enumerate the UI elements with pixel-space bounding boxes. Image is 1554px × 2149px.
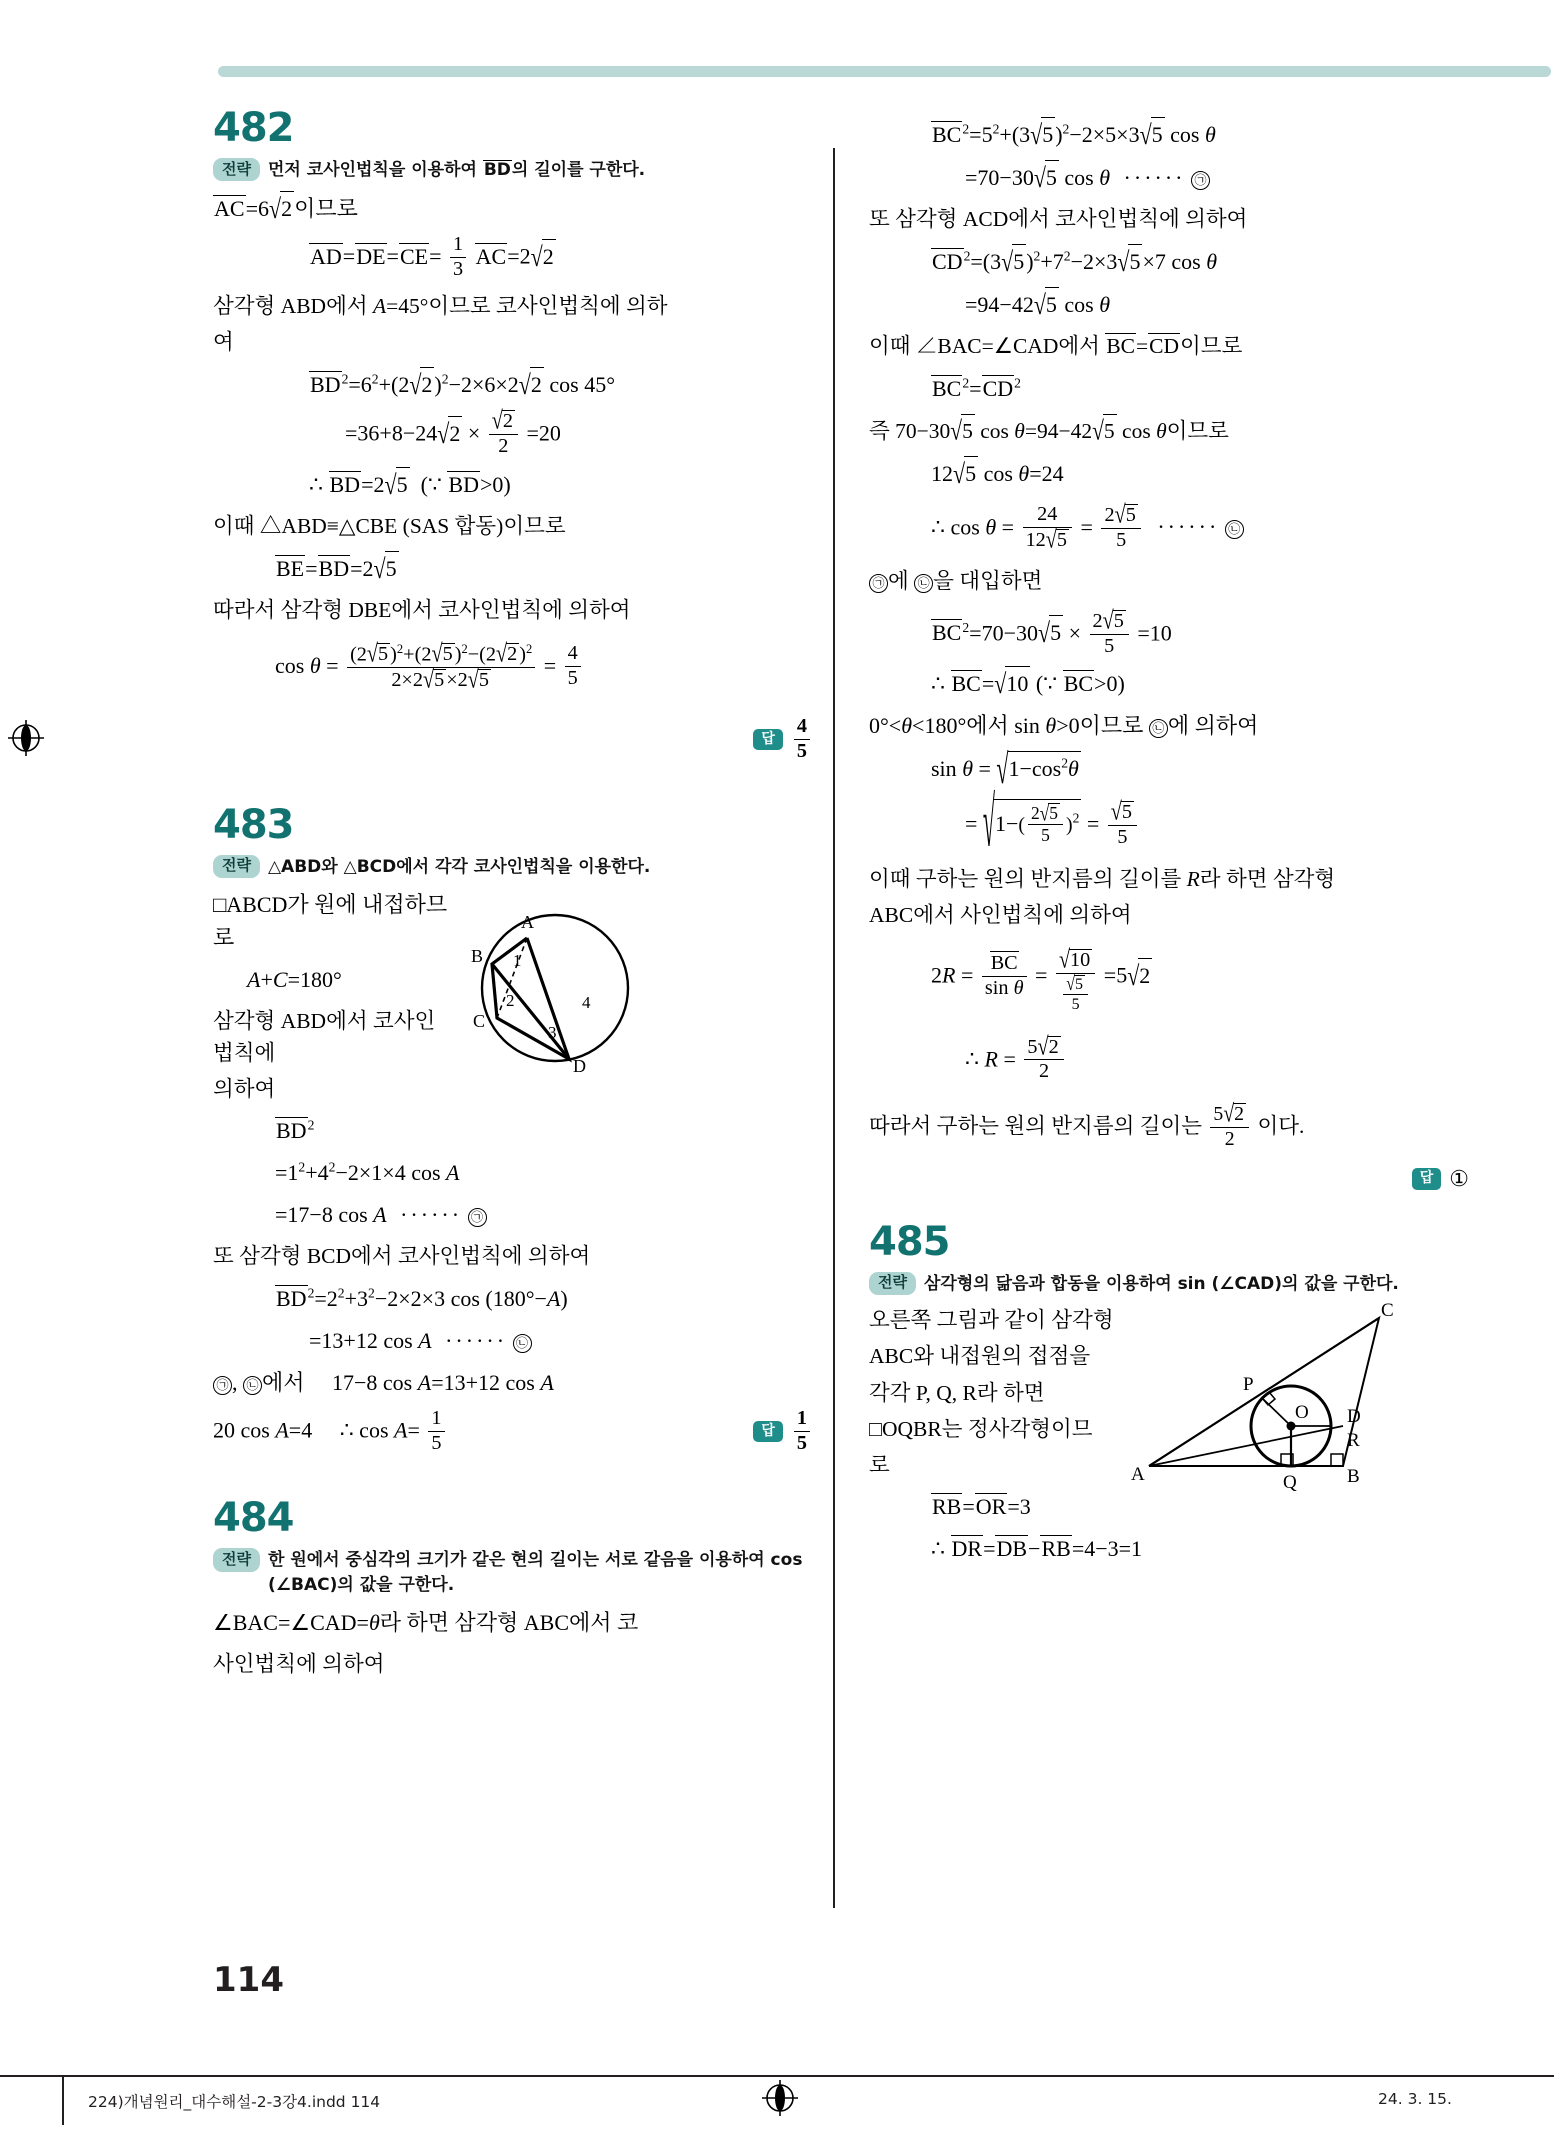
svg-text:D: D (573, 1055, 586, 1076)
problem-number-482: 482 (213, 105, 294, 151)
text-484-r3: 즉 70−30√5 cos θ=94−42√5 cos θ이므로 (869, 415, 1229, 446)
text-484-1: 사인법칙에 의하여 (213, 1651, 385, 1676)
strategy-text: 한 원에서 중심각의 크기가 같은 현의 길이는 서로 같음을 이용하여 cos (∠BAC)의 값을 구한다. (267, 1550, 803, 1595)
svg-text:A: A (521, 911, 534, 932)
leader-dots: ······ (1123, 165, 1186, 190)
eq-484-1: ∠BAC=∠CAD=θ라 하면 삼각형 ABC에서 코 (213, 1609, 639, 1635)
footer-tick-mark (62, 2075, 64, 2125)
eq-484-r5: $BC^2=CD^2$ (932, 375, 1021, 401)
strategy-text: △ABD와 △BCD에서 각각 코사인법칙을 이용한다. (267, 856, 651, 877)
strategy-483 (213, 855, 813, 879)
strategy-tag: 전략 (213, 1548, 260, 1571)
strategy-tag: 전략 (869, 1272, 916, 1295)
eq-482-3: $BD^2=6^2+(2√2)^2-2\times 6\times 2√2$ cos 45° (310, 369, 615, 401)
text-482-2: 여 (213, 330, 234, 355)
text-483-1: 삼각형 ABD에서 코사인법칙에 (213, 1008, 436, 1065)
text-485-3: 각각 P, Q, R라 하면 (869, 1380, 1045, 1405)
answer-value: $\frac{1}{5}$ (791, 1408, 813, 1455)
eq-484-r8: $BC^2=70-30√5$ × $\frac{2√5}{5}$ =10 (932, 606, 1172, 657)
mark-circled-2: ㉡ (1225, 520, 1244, 539)
text-482-1: 삼각형 ABD에서 A=45°이므로 코사인법칙에 의하 (213, 293, 668, 318)
eq-484-r6: 12√5 cos θ=24 (931, 457, 1064, 489)
eq-484-r4: =94−42√5 cos θ (965, 289, 1111, 321)
problem-number-483: 483 (213, 801, 294, 848)
text-482-3: 이때 △ABD≡△CBE (SAS 합동)이므로 (213, 514, 566, 538)
problem-484 (213, 1495, 813, 1680)
strategy-484 (213, 1548, 813, 1596)
svg-text:4: 4 (582, 992, 591, 1012)
text-482-4: 따라서 삼각형 DBE에서 코사인법칙에 의하여 (213, 598, 631, 623)
figure-485-incircle-triangle (1131, 1300, 1421, 1494)
mark-circled-1-ref: ㉠ (869, 574, 888, 593)
svg-text:Q: Q (1283, 1472, 1297, 1494)
answer-484 (869, 1166, 1469, 1192)
text-484-r4: ㉠ 에 ㉡ 을 대입하면 (869, 565, 1469, 597)
eq-485-1: RB=OR=3 (932, 1494, 1031, 1520)
registration-mark-bottom (760, 2078, 800, 2118)
leader-dots: ······ (1157, 514, 1220, 540)
left-column (213, 105, 813, 1684)
leader-dots: ······ (445, 1327, 508, 1353)
eq-483-5: =17−8 cos A ······ ㉠ (275, 1198, 813, 1231)
mark-circled-1-ref: ㉠ (213, 1376, 232, 1395)
problem-482 (213, 105, 813, 763)
footer-date: 24. 3. 15. (1378, 2090, 1452, 2108)
text-484-r5: 이때 구하는 원의 반지름의 길이를 R라 하면 삼각형 (869, 866, 1336, 891)
strategy-text: 먼저 코사인법칙을 이용하여 BD의 길이를 구한다. (267, 160, 646, 180)
text-with-figure-485 (869, 1300, 1469, 1494)
page-number: 114 (213, 1960, 284, 2000)
eq-485-2: ∴ DR=DB−RB=4−3=1 (931, 1536, 1143, 1562)
eq-482-7: cos θ = $\frac{(2√5)^2+(2√5)^2-(2√2)^2}{2\times 2√5\times 2√5}$ = $\frac{4}{5}$ (275, 643, 813, 692)
problem-number-484: 484 (213, 1495, 294, 1542)
svg-text:P: P (1243, 1374, 1254, 1396)
text-483-2: 의하여 (213, 1077, 276, 1102)
strategy-482 (213, 158, 813, 182)
eq-484-r14: ∴ R = $\frac{5√2}{2}$ (965, 1036, 1469, 1084)
eq-484-r11: $\sin \theta = √1-\cos^2\theta$ (931, 745, 1079, 793)
svg-text:2: 2 (506, 990, 515, 1010)
column-divider (833, 148, 835, 1908)
svg-text:D: D (1347, 1406, 1361, 1428)
answer-482 (213, 716, 813, 763)
eq-483-7: =13+12 cos A ······ ㉡ (309, 1324, 813, 1357)
mark-circled-2-ref: ㉡ (914, 574, 933, 593)
strategy-text: 삼각형의 닮음과 합동을 이용하여 sin (∠CAD)의 값을 구한다. (923, 1273, 1399, 1294)
answer-label: 답 (753, 1421, 783, 1442)
svg-text:R: R (1347, 1430, 1360, 1452)
text-484-r1: 또 삼각형 ACD에서 코사인법칙에 의하여 (869, 207, 1248, 231)
eq-483-3: $BD^2$ (276, 1118, 315, 1144)
svg-text:B: B (1347, 1466, 1360, 1488)
problem-485 (869, 1218, 1469, 1565)
text-485-2: ABC와 내접원의 접점을 (869, 1344, 1091, 1369)
mark-circled-2-ref2: ㉡ (1149, 719, 1168, 738)
strategy-tag: 전략 (213, 855, 260, 878)
mark-circled-1: ㉠ (1191, 171, 1210, 190)
answer-value: ① (1449, 1165, 1469, 1191)
eq-482-6: BE=BD=2√5 (276, 553, 397, 585)
svg-text:3: 3 (548, 1022, 557, 1042)
text-483-3: 또 삼각형 BCD에서 코사인법칙에 의하여 (213, 1244, 591, 1269)
strategy-485 (869, 1272, 1469, 1296)
footer-rule (0, 2075, 1554, 2077)
right-column (869, 108, 1469, 1574)
eq-484-r9: ∴ BC=√10 (∵ BC>0) (931, 668, 1125, 700)
text-484-r2: 이때 ∠BAC=∠CAD에서 BC=CD이므로 (869, 334, 1243, 359)
mark-circled-1: ㉠ (468, 1208, 487, 1227)
eq-483-1: □ABCD가 원에 내접하므로 (213, 891, 448, 950)
text-485-5: 로 (869, 1453, 890, 1478)
eq-484-r12: = √1−( $\frac{2√5}{5}$ )$^2$ = $\frac{√5}{5}$ (965, 799, 1469, 848)
problem-484-continued (869, 117, 1469, 1192)
svg-text:O: O (1295, 1402, 1309, 1424)
text-with-figure-483 (213, 888, 813, 1232)
registration-mark-left (6, 718, 46, 758)
eq-482-5: ∴ BD=2√5 (∵ BD>0) (309, 468, 511, 501)
strategy-tag: 전략 (213, 158, 260, 181)
svg-text:1: 1 (513, 950, 522, 970)
mark-circled-2: ㉡ (513, 1334, 532, 1353)
text-485-4: □OQBR는 정사각형이므 (869, 1416, 1093, 1441)
eq-484-r3: $CD^2=(3√5)^2+7^2-2\times 3√5\times 7$ cos θ (932, 246, 1218, 278)
text-485-1: 오른쪽 그림과 같이 삼각형 (869, 1308, 1114, 1333)
eq-483-8: ㉠ , ㉡ 에서 17−8 cos A=13+12 cos A (213, 1366, 813, 1399)
eq-482-1: AC=6√2이므로 (214, 193, 358, 225)
figure-483-cyclic-quadrilateral (451, 896, 651, 1076)
svg-text:A: A (1131, 1464, 1145, 1486)
svg-text:B: B (471, 945, 484, 966)
problem-483 (213, 801, 813, 1455)
eq-484-r13: 2R = $\frac{BC}{\text{sin θ}}$ = $\frac{√10}{\frac{√5}{5}}$ =5√2 (931, 946, 1151, 1014)
eq-484-r7: ∴ cos θ = $\frac{24}{12√5}$ = $\frac{2√5}{5}$ ······ ㉡ (931, 504, 1469, 552)
footer-filename: 224)개념원리_대수해설-2-3강4.indd 114 (88, 2093, 381, 2111)
eq-483-4: $=1^2+4^2-2\times 1\times 4$ cos A (275, 1160, 460, 1186)
eq-484-r1: $BC^2=5^2+(3√5)^2-2\times 5\times 3√5$ cos θ (932, 118, 1216, 151)
answer-label: 답 (753, 729, 783, 750)
text-484-r6: ABC에서 사인법칙에 의하여 (869, 902, 1132, 927)
mark-circled-2-ref: ㉡ (243, 1376, 262, 1395)
top-decorative-rule (218, 66, 1551, 77)
answer-value: $\frac{4}{5}$ (791, 716, 813, 763)
eq-484-r10: 0°<θ<180°에서 sin θ>0이므로 ㉡ 에 의하여 (869, 713, 1259, 739)
eq-484-r2: =70−30√5 cos θ ······ ㉠ (965, 160, 1469, 194)
leader-dots: ······ (400, 1202, 463, 1228)
eq-482-4: =36+8−24√2 × $\frac{√2}{2}$ =20 (345, 407, 561, 458)
answer-483 (753, 1408, 813, 1455)
problem-number-485: 485 (869, 1218, 950, 1265)
eq-483-9: 20 cos A=4 ∴ cos A= $\frac{1}{5}$ (213, 1408, 448, 1455)
svg-text:C: C (473, 1010, 486, 1031)
eq-483-6: $BD^2=2^2+3^2-2\times 2\times 3$ cos (180°−A) (276, 1285, 568, 1311)
eq-482-2: AD=DE=CE= $\frac{1}{3}$ AC=2√2 (310, 233, 554, 280)
eq-483-2: A+C=180° (247, 966, 342, 992)
svg-text:C: C (1381, 1300, 1394, 1322)
text-484-r7: 따라서 구하는 원의 반지름의 길이는 $\frac{5√2}{2}$ 이다. (869, 1100, 1305, 1150)
answer-label: 답 (1412, 1168, 1442, 1189)
